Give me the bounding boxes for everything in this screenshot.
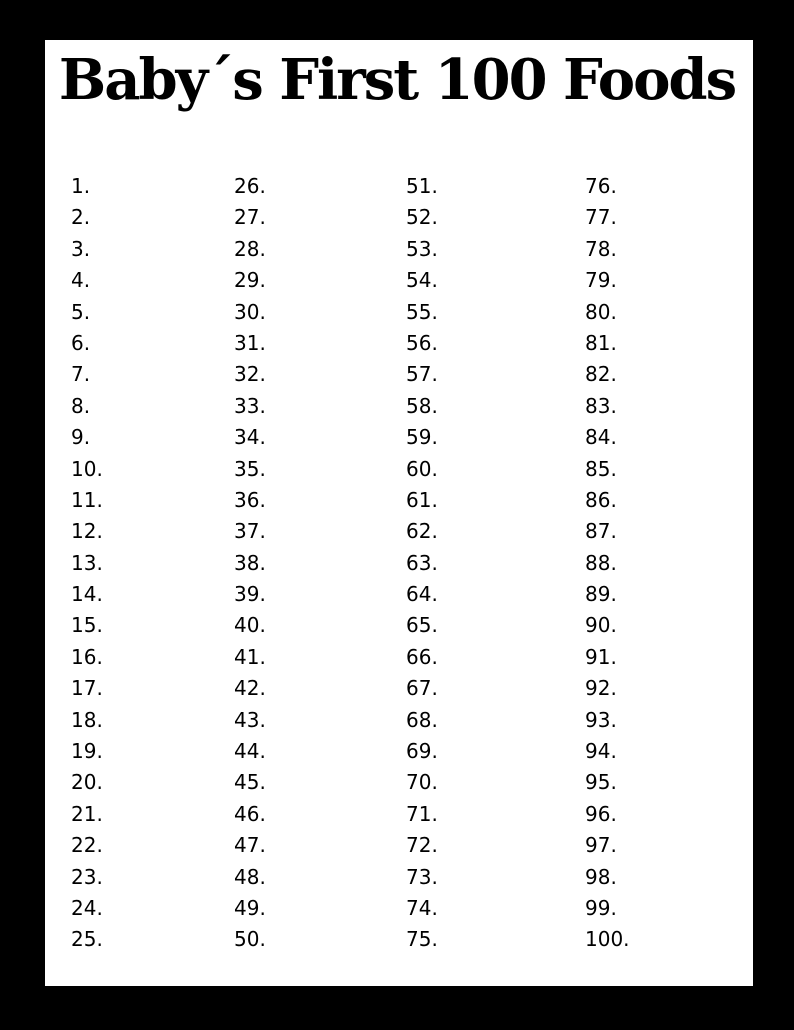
list-item-number: 46. [234, 801, 266, 826]
list-item-number: 24. [71, 895, 103, 920]
list-item-number: 15. [71, 613, 103, 638]
list-item-number: 20. [71, 770, 103, 795]
list-item-number: 66. [406, 644, 438, 669]
list-item-number: 19. [71, 739, 103, 764]
list-item-number: 44. [234, 739, 266, 764]
list-item-number: 71. [406, 801, 438, 826]
list-item-number: 1. [71, 174, 91, 198]
list-item-number: 91. [585, 644, 617, 669]
list-item-number: 38. [234, 550, 266, 575]
list-item-number: 76. [585, 174, 617, 198]
number-column-3 [406, 171, 438, 956]
list-item-number: 12. [71, 519, 103, 544]
list-item-number: 95. [585, 770, 617, 795]
list-item-number: 48. [234, 864, 266, 889]
list-item-number: 84. [585, 425, 617, 450]
list-item-number: 45. [234, 770, 266, 795]
list-item-number: 10. [71, 456, 103, 481]
list-item-number: 74. [406, 895, 438, 920]
list-item-number: 11. [71, 487, 103, 512]
list-item-number: 100. [585, 927, 630, 952]
list-item-number: 65. [406, 613, 438, 638]
list-item-number: 42. [234, 676, 266, 701]
list-item-number: 3. [71, 236, 91, 261]
list-item-number: 56. [406, 330, 438, 355]
list-item-number: 34. [234, 425, 266, 450]
list-item-number: 5. [71, 299, 91, 324]
list-item-number: 9. [71, 425, 91, 450]
list-item-number: 63. [406, 550, 438, 575]
list-item-number: 27. [234, 205, 266, 230]
list-item-number: 30. [234, 299, 266, 324]
list-item-number: 98. [585, 864, 617, 889]
list-item-number: 99. [585, 895, 617, 920]
list-item-number: 80. [585, 299, 617, 324]
list-item-number: 85. [585, 456, 617, 481]
list-item-number: 40. [234, 613, 266, 638]
list-item-number: 26. [234, 174, 266, 198]
list-item-number: 17. [71, 676, 103, 701]
list-item-number: 36. [234, 487, 266, 512]
list-item-number: 61. [406, 487, 438, 512]
list-item-number: 53. [406, 236, 438, 261]
list-item-number: 73. [406, 864, 438, 889]
list-item-number: 86. [585, 487, 617, 512]
list-item-number: 4. [71, 268, 91, 293]
list-item-number: 79. [585, 268, 617, 293]
list-item-number: 41. [234, 644, 266, 669]
list-item-number: 96. [585, 801, 617, 826]
list-item-number: 23. [71, 864, 103, 889]
list-item-number: 60. [406, 456, 438, 481]
list-item-number: 25. [71, 927, 103, 952]
list-item-number: 8. [71, 393, 91, 418]
list-item-number: 37. [234, 519, 266, 544]
list-item-number: 88. [585, 550, 617, 575]
list-item-number: 14. [71, 582, 103, 607]
list-item-number: 51. [406, 174, 438, 198]
list-item-number: 57. [406, 362, 438, 387]
page-title: Baby´s First 100 Foods [58, 47, 736, 113]
list-item-number: 18. [71, 707, 103, 732]
list-item-number: 47. [234, 833, 266, 858]
list-item-number: 55. [406, 299, 438, 324]
list-item-number: 39. [234, 582, 266, 607]
list-item-number: 93. [585, 707, 617, 732]
list-item-number: 49. [234, 895, 266, 920]
list-item-number: 72. [406, 833, 438, 858]
list-item-number: 97. [585, 833, 617, 858]
list-item-number: 69. [406, 739, 438, 764]
number-column-1 [71, 171, 103, 956]
list-item-number: 16. [71, 644, 103, 669]
list-item-number: 89. [585, 582, 617, 607]
list-item-number: 70. [406, 770, 438, 795]
list-item-number: 81. [585, 330, 617, 355]
list-item-number: 21. [71, 801, 103, 826]
list-item-number: 35. [234, 456, 266, 481]
list-item-number: 67. [406, 676, 438, 701]
list-item-number: 13. [71, 550, 103, 575]
list-item-number: 29. [234, 268, 266, 293]
checklist-sheet [45, 40, 753, 986]
list-item-number: 2. [71, 205, 91, 230]
list-item-number: 43. [234, 707, 266, 732]
list-item-number: 92. [585, 676, 617, 701]
list-item-number: 52. [406, 205, 438, 230]
list-item-number: 75. [406, 927, 438, 952]
list-item-number: 6. [71, 330, 91, 355]
list-item-number: 28. [234, 236, 266, 261]
list-item-number: 58. [406, 393, 438, 418]
list-item-number: 64. [406, 582, 438, 607]
list-item-number: 94. [585, 739, 617, 764]
list-item-number: 83. [585, 393, 617, 418]
list-item-number: 90. [585, 613, 617, 638]
list-item-number: 68. [406, 707, 438, 732]
list-item-number: 31. [234, 330, 266, 355]
list-item-number: 7. [71, 362, 91, 387]
list-item-number: 59. [406, 425, 438, 450]
list-item-number: 50. [234, 927, 266, 952]
list-item-number: 78. [585, 236, 617, 261]
list-item-number: 62. [406, 519, 438, 544]
number-column-4 [585, 171, 630, 956]
list-item-number: 22. [71, 833, 103, 858]
list-item-number: 82. [585, 362, 617, 387]
list-item-number: 32. [234, 362, 266, 387]
list-item-number: 54. [406, 268, 438, 293]
list-item-number: 87. [585, 519, 617, 544]
list-item-number: 33. [234, 393, 266, 418]
number-column-2 [234, 171, 266, 956]
list-item-number: 77. [585, 205, 617, 230]
